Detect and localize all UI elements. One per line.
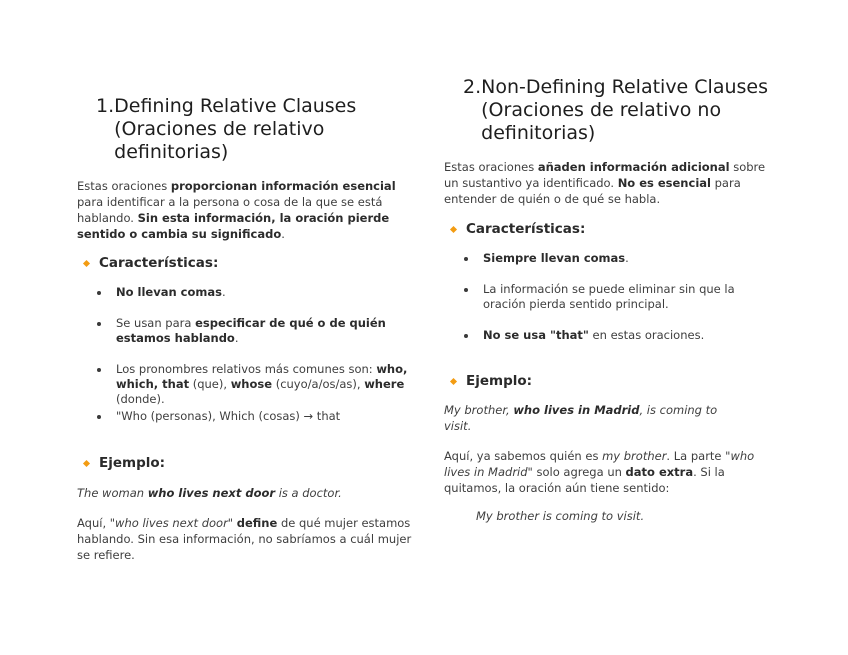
bullet-dot-icon	[97, 291, 101, 295]
heading-number: 1.	[96, 95, 115, 117]
list-item: No se usa "that" en estas oraciones.	[444, 328, 779, 343]
defining-intro: Estas oraciones proporcionan información esencial para identificar a la persona o cosa de la que se está hablando. Sin esta información, la oración pierde sentido o cambia su significado.	[77, 179, 396, 241]
list-item: "Who (personas), Which (cosas) → that	[77, 409, 412, 424]
list-item: No llevan comas.	[77, 285, 412, 300]
bullet-dot-icon	[97, 415, 101, 419]
list-item: La información se puede eliminar sin que la oración pierda sentido principal.	[444, 282, 779, 312]
bullet-dot-icon	[464, 288, 468, 292]
example-sentence: The woman who lives next door is a doctor.	[77, 486, 342, 500]
features-heading: Características:	[77, 255, 412, 271]
left-column	[77, 95, 412, 563]
defining-heading	[77, 95, 412, 164]
bullet-dot-icon	[464, 257, 468, 261]
features-heading: Características:	[444, 221, 779, 237]
diamond-bullet-icon	[83, 459, 90, 466]
bullet-dot-icon	[97, 322, 101, 326]
heading-number: 2.	[463, 76, 482, 98]
indented-example: My brother is coming to visit.	[476, 509, 645, 523]
features-list	[444, 251, 779, 343]
example-sentence: My brother, who lives in Madrid, is coming to visit.	[444, 403, 718, 433]
diamond-bullet-icon	[450, 377, 457, 384]
list-item: Se usan para especificar de qué o de quién estamos hablando.	[77, 316, 412, 346]
example-explanation: Aquí, "who lives next door" define de qué mujer estamos hablando. Sin esa información, no sabríamos a cuál mujer se refiere.	[77, 516, 412, 562]
diamond-bullet-icon	[83, 259, 90, 266]
bullet-dot-icon	[464, 334, 468, 338]
list-item: Siempre llevan comas.	[444, 251, 779, 266]
right-column	[444, 76, 779, 524]
example-explanation: Aquí, ya sabemos quién es my brother. La parte "who lives in Madrid" solo agrega un dato extra. Si la quitamos, la oración aún tiene sentido:	[444, 449, 755, 495]
features-list	[77, 285, 412, 424]
example-heading: Ejemplo:	[77, 455, 412, 471]
non-defining-heading	[444, 76, 779, 145]
example-heading: Ejemplo:	[444, 373, 779, 389]
bullet-dot-icon	[97, 368, 101, 372]
heading-title: Defining Relative Clauses (Oraciones de relativo definitorias)	[114, 95, 357, 163]
diamond-bullet-icon	[450, 225, 457, 232]
non-defining-intro: Estas oraciones añaden información adicional sobre un sustantivo ya identificado. No es esencial para entender de quién o de qué se habla.	[444, 160, 766, 206]
list-item: Los pronombres relativos más comunes son: who, which, that (que), whose (cuyo/a/os/as), where (donde).	[77, 362, 412, 407]
heading-title: Non-Defining Relative Clauses (Oraciones de relativo no definitorias)	[481, 76, 769, 144]
